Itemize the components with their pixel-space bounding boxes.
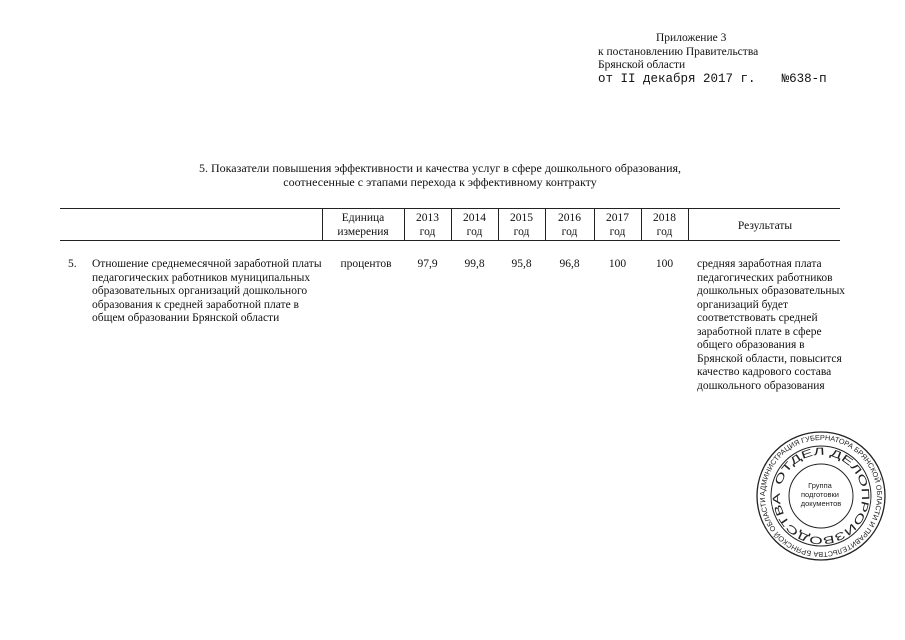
header-year-suffix: год (561, 226, 578, 238)
row-result: средняя заработная плата педагогических работников дошкольных образовательных организаций будет соответствовать средней заработной плате в сфере общего образования в Брянской области, повысится качество кадрового состава дошкольного образования (697, 258, 846, 392)
header-year-2014 (451, 211, 498, 239)
header-results: Результаты (737, 220, 793, 232)
resolution-date: II декабря 2017 г. (620, 71, 756, 86)
table-header-rule (60, 240, 840, 241)
header-year-suffix: год (419, 226, 436, 238)
header-year-value: 2017 (606, 212, 629, 224)
row-indicator-description: Отношение среднемесячной заработной платы педагогических работников муниципальных образовательных организаций дошкольного образования к средней заработной плате в общем образовании Брянской области (92, 258, 322, 324)
column-divider (322, 208, 323, 240)
section-title (60, 161, 820, 189)
header-year-2018 (641, 211, 688, 239)
value-2016: 96,8 (559, 258, 580, 270)
appendix-number: Приложение 3 (656, 32, 727, 44)
column-divider (688, 208, 689, 240)
header-year-2017 (594, 211, 641, 239)
row-unit: процентов (340, 258, 392, 270)
header-year-2013 (404, 211, 451, 239)
header-year-2015 (498, 211, 545, 239)
appendix-resolution-ref: к постановлению Правительства (598, 45, 759, 58)
row-number: 5. (68, 258, 77, 270)
appendix-block (598, 32, 827, 86)
stamp-middle-text: ОТДЕЛ ДЕЛОПРОИЗВОДСТВА (771, 445, 872, 547)
header-year-value: 2016 (558, 212, 581, 224)
header-year-value: 2015 (510, 212, 533, 224)
stamp-center-text: Группа подготовки документов (800, 481, 842, 508)
header-year-suffix: год (609, 226, 626, 238)
official-stamp (755, 430, 887, 562)
value-2018: 100 (655, 258, 674, 270)
header-year-value: 2013 (416, 212, 439, 224)
appendix-dateline (598, 73, 827, 87)
section-title-line-1: 5. Показатели повышения эффективности и качества услуг в сфере дошкольного образования, (198, 161, 682, 175)
date-prefix: от (598, 71, 614, 86)
resolution-number: №638-п (781, 71, 827, 86)
value-2017: 100 (608, 258, 627, 270)
header-year-suffix: год (656, 226, 673, 238)
header-unit: Единица измерения (337, 212, 389, 238)
table-top-rule (60, 208, 840, 209)
header-year-suffix: год (513, 226, 530, 238)
section-title-line-2: соотнесенные с этапами перехода к эффективному контракту (283, 175, 597, 189)
header-year-2016 (545, 211, 594, 239)
appendix-region: Брянской области (598, 59, 686, 71)
value-2014: 99,8 (464, 258, 485, 270)
header-year-value: 2014 (463, 212, 486, 224)
value-2015: 95,8 (511, 258, 532, 270)
header-year-value: 2018 (653, 212, 676, 224)
value-2013: 97,9 (417, 258, 438, 270)
stamp-outer-text: АДМИНИСТРАЦИЯ ГУБЕРНАТОРА БРЯНСКОЙ ОБЛАСТИ И ПРАВИТЕЛЬСТВА БРЯНСКОЙ ОБЛАСТИ (757, 432, 885, 560)
header-year-suffix: год (466, 226, 483, 238)
